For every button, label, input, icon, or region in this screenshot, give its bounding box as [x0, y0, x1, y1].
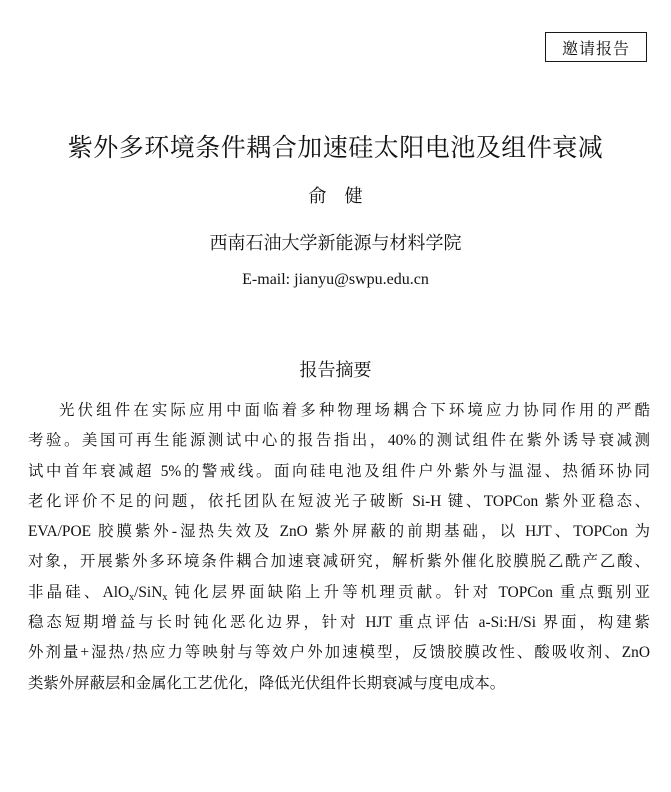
author-name: 俞健	[308, 186, 381, 207]
abstract-heading: 报告摘要	[299, 360, 372, 381]
abstract-line: 试中首年衰减超 5%的警戒线。面向硅电池及组件户外紫外与温湿、热循环协同	[28, 462, 650, 480]
abstract-text: /SiN	[134, 583, 163, 601]
abstract-line: 光伏组件在实际应用中面临着多种物理场耦合下环境应力协同作用的严酷	[59, 402, 650, 419]
author-email: E-mail: jianyu@swpu.edu.cn	[242, 271, 429, 288]
abstract-line: EVA/POE 胶膜紫外-湿热失效及 ZnO 紫外屏蔽的前期基础，以 HJT、TOPCon 为	[28, 523, 650, 541]
abstract-text: 非晶硅、AlO	[28, 583, 130, 601]
abstract-line: 对象，开展紫外多环境条件耦合加速衰减研究，解析紫外催化胶膜脱乙酰产乙酸、	[28, 553, 650, 571]
author-affiliation: 西南石油大学新能源与材料学院	[209, 233, 462, 254]
abstract-line: 老化评价不足的问题，依托团队在短波光子破断 Si-H 键、TOPCon 紫外亚稳态、	[28, 492, 650, 510]
invited-report-badge: 邀请报告	[545, 32, 647, 62]
subscript-x: x	[129, 591, 135, 603]
abstract-line: 外剂量+湿热/热应力等映射与等效户外加速模型，反馈胶膜改性、酸吸收剂、ZnO	[28, 644, 650, 662]
abstract-body	[28, 396, 650, 699]
abstract-line: 稳态短期增益与长时钝化恶化边界，针对 HJT 重点评估 a-Si:H/Si 界面，构建紫	[28, 614, 650, 632]
subscript-x: x	[162, 591, 168, 603]
paper-title: 紫外多环境条件耦合加速硅太阳电池及组件衰减	[67, 133, 604, 162]
abstract-line: 类紫外屏蔽层和金属化工艺优化，降低光伏组件长期衰减与度电成本。	[28, 674, 506, 692]
abstract-line	[28, 578, 650, 608]
abstract-text: 钝化层界面缺陷上升等机理贡献。针对 TOPCon 重点甄别亚	[167, 583, 650, 601]
abstract-line: 考验。美国可再生能源测试中心的报告指出，40%的测试组件在紫外诱导衰减测	[28, 432, 650, 450]
